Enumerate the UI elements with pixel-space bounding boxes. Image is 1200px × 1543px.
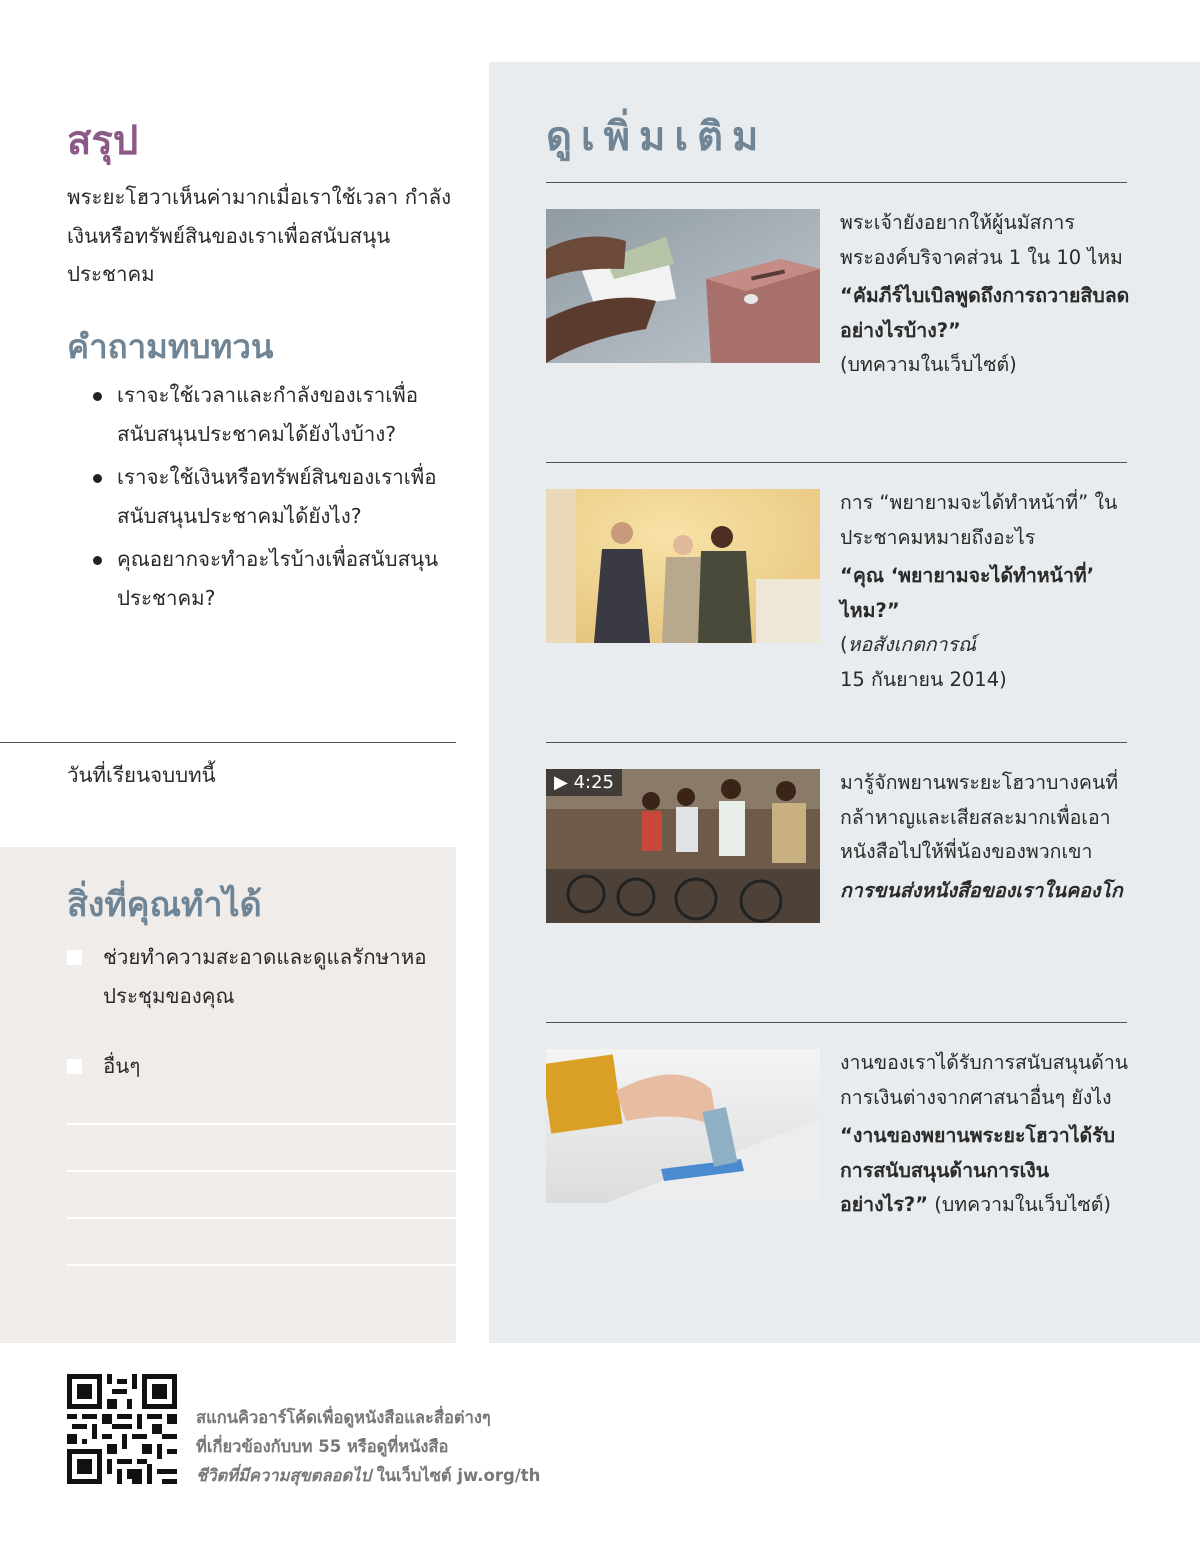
date-divider (0, 742, 456, 743)
todo-item[interactable] (67, 938, 447, 1016)
item-source: (บทความในเว็บไซต์) (840, 353, 1017, 376)
bullet-icon (93, 474, 102, 483)
item-link-title[interactable]: “งานของพยานพระยะโฮวาได้รับการสนับสนุนด้านการเงินอย่างไร?” (บทความในเว็บไซต์) (840, 1124, 1116, 1216)
see-more-item (840, 766, 1130, 908)
bullet-icon (93, 392, 102, 401)
item-question: การ “พยายามจะได้ทำหน้าที่” ในประชาคมหมายถึงอะไร (840, 491, 1118, 549)
write-in-line[interactable] (67, 1217, 456, 1219)
donation-box-image[interactable] (546, 209, 820, 363)
checkbox-icon[interactable] (67, 1059, 82, 1074)
item-question: มารู้จักพยานพระยะโฮวาบางคนที่กล้าหาญและเสียสละมากเพื่อเอาหนังสือไปให้พี่น้องของพวกเขา (840, 771, 1119, 863)
review-question: คุณอยากจะทำอะไรบ้างเพื่อสนับสนุนประชาคม? (67, 540, 467, 618)
see-more-title: ดูเพิ่มเติม (546, 114, 768, 160)
item-source: (บทความในเว็บไซต์) (928, 1193, 1112, 1216)
item-source-date: 15 กันยายน 2014) (840, 667, 1007, 691)
item-source: (หอสังเกตการณ์ (840, 633, 977, 656)
todo-item-label: อื่นๆ (103, 1054, 141, 1078)
section-divider (546, 742, 1127, 743)
write-in-line[interactable] (67, 1123, 456, 1125)
see-more-item (840, 206, 1130, 383)
item-link-title[interactable]: การขนส่งหนังสือของเราในคองโก (840, 878, 1123, 902)
review-question: เราจะใช้เวลาและกำลังของเราเพื่อสนับสนุนประชาคมได้ยังไงบ้าง? (67, 376, 467, 454)
footer-line: สแกนคิวอาร์โค้ดเพื่อดูหนังสือและสื่อต่างๆ (196, 1408, 491, 1427)
review-questions-list (67, 376, 467, 622)
write-in-line[interactable] (67, 1170, 456, 1172)
qr-code-icon[interactable] (67, 1374, 177, 1484)
card-slot-image[interactable] (546, 1049, 820, 1203)
summary-title: สรุป (67, 118, 139, 164)
todo-title: สิ่งที่คุณทำได้ (67, 885, 262, 925)
bullet-icon (93, 556, 102, 565)
todo-item[interactable] (67, 1047, 447, 1086)
section-divider (546, 182, 1127, 183)
footer-line: ที่เกี่ยวข้องกับบท 55 หรือดูที่หนังสือ (196, 1437, 449, 1456)
section-divider (546, 462, 1127, 463)
video-duration-badge[interactable]: ▶ 4:25 (546, 769, 622, 796)
review-question: เราจะใช้เงินหรือทรัพย์สินของเราเพื่อสนับสนุนประชาคมได้ยังไง? (67, 458, 467, 536)
brothers-talking-image[interactable] (546, 489, 820, 643)
bicycles-image[interactable] (546, 769, 820, 923)
review-questions-title: คำถามทบทวน (67, 327, 274, 366)
footer-note (196, 1403, 540, 1490)
item-link-title[interactable]: “คุณ ‘พยายามจะได้ทำหน้าที่’ ไหม?” (840, 564, 1095, 622)
checkbox-icon[interactable] (67, 950, 82, 965)
footer-line: ชีวิตที่มีความสุขตลอดไป ในเว็บไซต์ jw.org/th (196, 1466, 541, 1485)
see-more-item (840, 1046, 1130, 1223)
see-more-item (840, 486, 1130, 697)
todo-item-label: ช่วยทำความสะอาดและดูแลรักษาหอประชุมของคุณ (103, 945, 427, 1008)
item-question: พระเจ้ายังอยากให้ผู้นมัสการพระองค์บริจาคส่วน 1 ใน 10 ไหม (840, 211, 1123, 269)
section-divider (546, 1022, 1127, 1023)
summary-text: พระยะโฮวาเห็นค่ามากเมื่อเราใช้เวลา กำลัง เงินหรือทรัพย์สินของเราเพื่อสนับสนุนประชาคม (67, 185, 452, 286)
item-link-title[interactable]: “คัมภีร์ไบเบิลพูดถึงการถวายสิบลดอย่างไรบ้าง?” (840, 284, 1130, 342)
item-question: งานของเราได้รับการสนับสนุนด้านการเงินต่างจากศาสนาอื่นๆ ยังไง (840, 1051, 1129, 1109)
write-in-line[interactable] (67, 1264, 456, 1266)
completion-date-label: วันที่เรียนจบบทนี้ (67, 763, 216, 787)
